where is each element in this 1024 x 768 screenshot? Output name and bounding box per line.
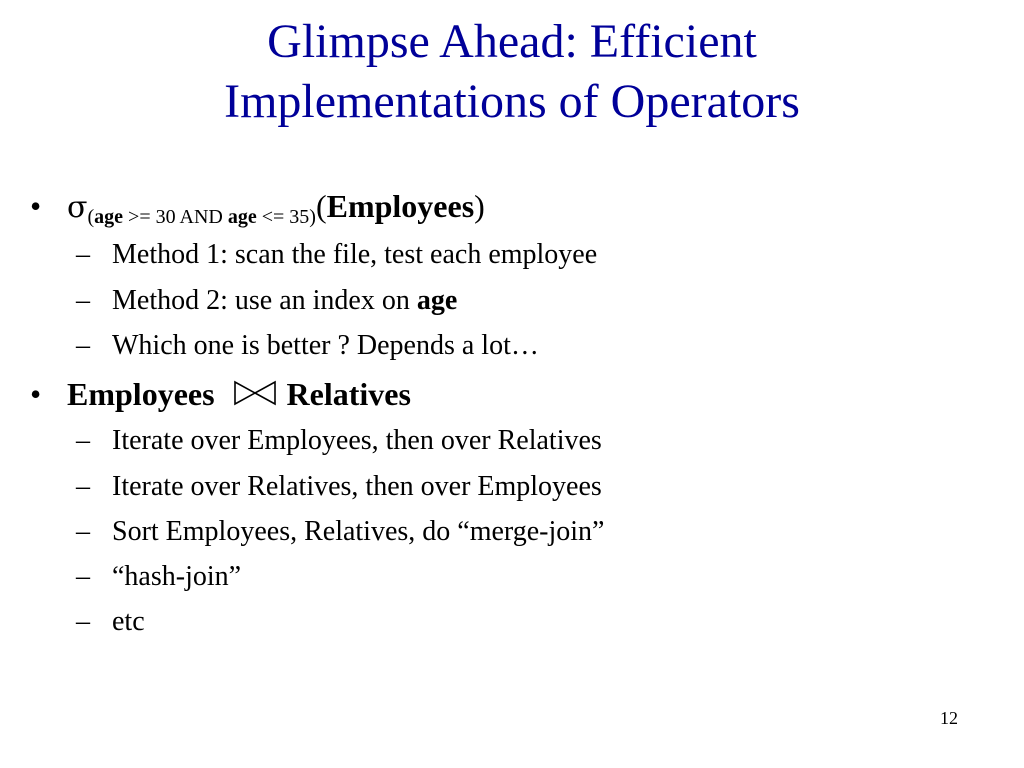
relation-relatives: Relatives [286, 376, 411, 412]
subscript-open-paren: ( [87, 206, 95, 228]
list-item-text: “hash-join” [112, 561, 242, 592]
dash-marker: – [76, 471, 90, 502]
subscript-cond-2: <= 35) [256, 206, 316, 228]
subscript-attr-1: age [94, 206, 124, 228]
bullet-marker: • [30, 376, 42, 412]
join-expression [67, 374, 411, 418]
dash-marker: – [76, 561, 90, 592]
list-item-text: Method 1: scan the file, test each employee [112, 239, 598, 270]
relation-employees: Employees [67, 376, 215, 412]
relation-employees: Employees [326, 188, 475, 224]
selection-expression [67, 186, 485, 231]
dash-marker: – [76, 330, 90, 361]
dash-marker: – [76, 606, 90, 637]
list-item-text [112, 284, 457, 318]
bowtie-join-icon [233, 375, 277, 415]
dash-marker: – [76, 285, 90, 316]
relation-open-paren: ( [315, 188, 327, 224]
page-number: 12 [940, 708, 958, 728]
list-item-text-main: Method 2: use an index on [112, 285, 417, 316]
list-item-text: Iterate over Relatives, then over Employees [112, 471, 602, 502]
subscript-attr-2: age [227, 206, 257, 228]
selection-condition [87, 206, 315, 228]
title-line-2: Implementations of Operators [224, 75, 800, 128]
list-item-text: Sort Employees, Relatives, do “merge-join” [112, 516, 605, 547]
bullet-marker: • [30, 188, 42, 224]
dash-marker: – [76, 425, 90, 456]
sigma-symbol: σ [67, 190, 88, 225]
subscript-cond-1: >= 30 AND [123, 206, 228, 228]
list-item-text: Which one is better ? Depends a lot… [112, 330, 539, 361]
slide-title [0, 12, 1024, 132]
list-item-text: Iterate over Employees, then over Relatives [112, 425, 602, 456]
list-item-text: etc [112, 606, 145, 637]
title-line-1: Glimpse Ahead: Efficient [267, 15, 757, 68]
list-item-text-bold: age [416, 285, 458, 316]
relation-close-paren: ) [474, 188, 485, 224]
dash-marker: – [76, 516, 90, 547]
dash-marker: – [76, 239, 90, 270]
